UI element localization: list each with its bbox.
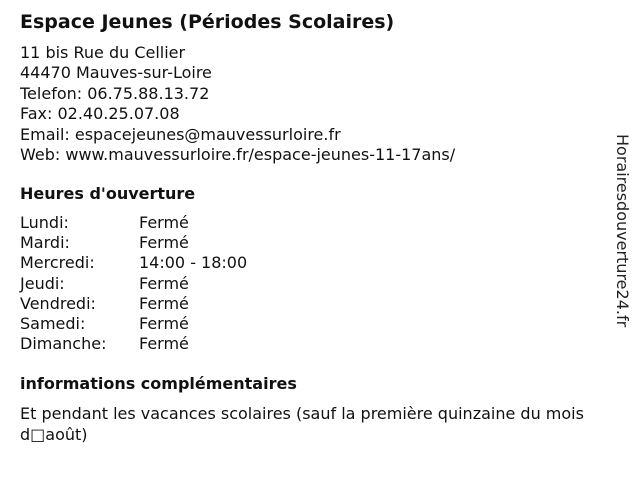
additional-info-text: Et pendant les vacances scolaires (sauf la première quinzaine du mois d□août) (20, 404, 584, 444)
hours-row-mercredi (20, 253, 247, 273)
hours-row-dimanche (20, 334, 247, 354)
day-time: Fermé (139, 273, 189, 293)
street-address: 11 bis Rue du Cellier (20, 43, 186, 62)
fax-line: Fax: 02.40.25.07.08 (20, 104, 180, 124)
hours-row-lundi (20, 213, 247, 233)
hours-row-mardi (20, 233, 247, 253)
hours-row-vendredi (20, 294, 247, 314)
day-time: Fermé (139, 213, 189, 232)
day-time: Fermé (139, 233, 189, 253)
hours-row-jeudi (20, 274, 247, 294)
day-label: Lundi: (20, 213, 69, 232)
day-label: Dimanche: (20, 334, 107, 354)
contact-block (20, 43, 455, 165)
additional-info-heading: informations complémentaires (20, 374, 297, 393)
page-title: Espace Jeunes (Périodes Scolaires) (20, 11, 395, 33)
day-time: 14:00 - 18:00 (139, 253, 248, 273)
opening-hours-table (20, 213, 247, 354)
opening-hours-heading: Heures d'ouverture (20, 184, 196, 203)
day-label: Vendredi: (20, 293, 96, 313)
hours-row-samedi (20, 314, 247, 334)
day-time: Fermé (139, 293, 189, 313)
day-time: Fermé (139, 334, 189, 354)
day-time: Fermé (139, 314, 189, 334)
site-watermark: Horairesdouverture24.fr (613, 134, 632, 328)
email-line: Email: espacejeunes@mauvessurloire.fr (20, 124, 341, 144)
day-label: Mercredi: (20, 253, 95, 273)
city-line: 44470 Mauves-sur-Loire (20, 63, 212, 83)
phone-line: Telefon: 06.75.88.13.72 (20, 83, 210, 103)
day-label: Samedi: (20, 314, 86, 334)
day-label: Jeudi: (20, 273, 65, 293)
day-label: Mardi: (20, 233, 70, 253)
web-line: Web: www.mauvessurloire.fr/espace-jeunes-11-17ans/ (20, 145, 456, 165)
